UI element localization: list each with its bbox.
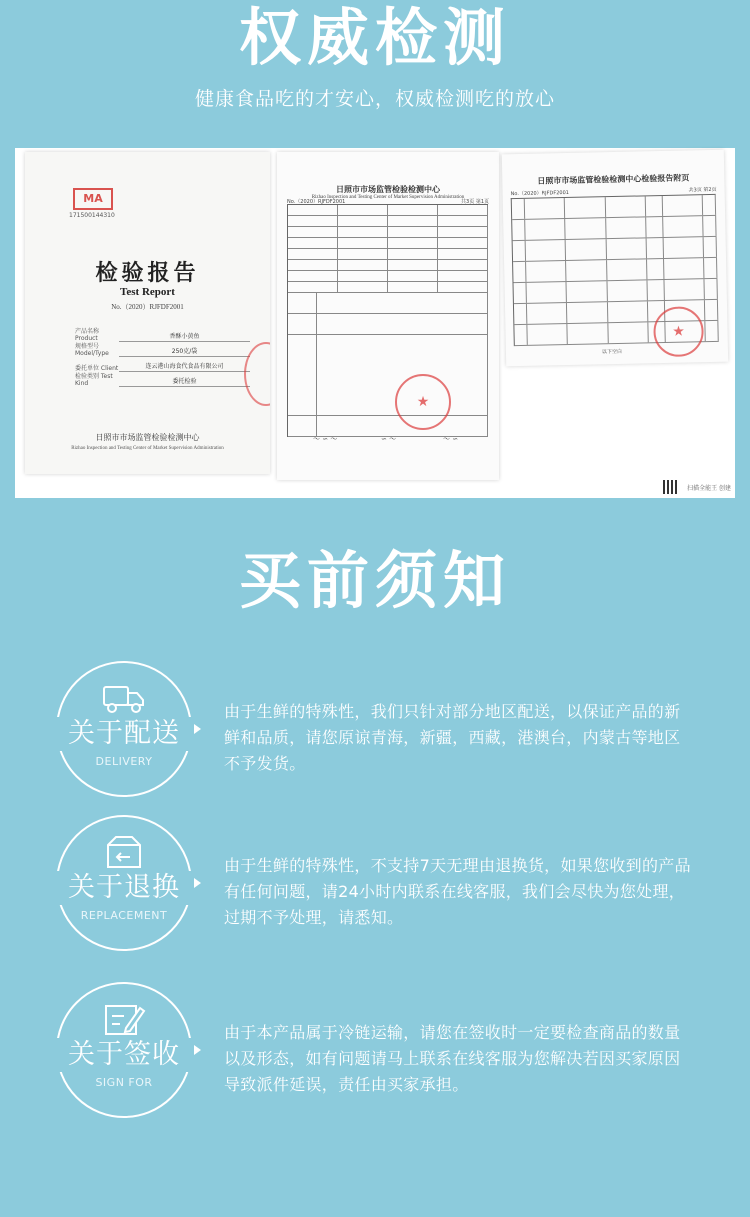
field-label: 检验类别 Test Kind — [75, 373, 113, 387]
report-title: 检验报告 — [95, 260, 200, 286]
field-value: 连云港山海食代食品有限公司 — [119, 363, 250, 372]
notice-title: 关于签收 — [40, 1038, 208, 1072]
arrow-right-icon — [194, 1045, 201, 1055]
report-table — [287, 204, 488, 437]
notice-subtitle: DELIVERY — [95, 755, 153, 768]
notice-badge — [56, 661, 192, 797]
report-detail-page — [277, 152, 499, 480]
arrow-right-icon — [194, 878, 201, 888]
notice-sign-for — [56, 982, 696, 1122]
field-label: 产品名称 Product — [75, 328, 100, 342]
notice-badge — [56, 815, 192, 951]
notice-subtitle: SIGN FOR — [95, 1076, 153, 1089]
page-heading: 日照市市场监管检验检测中心 — [336, 185, 440, 194]
field-value: 委托检验 — [119, 378, 250, 387]
report-field — [75, 357, 250, 372]
signature-icon: ～ ∽ ～ — [313, 435, 338, 443]
qr-code-icon — [663, 480, 677, 494]
report-cover-page — [25, 152, 270, 474]
field-value: 香酥小黄鱼 — [119, 333, 250, 342]
truck-icon — [102, 681, 146, 715]
report-field — [75, 372, 250, 387]
notice-replacement — [56, 815, 696, 955]
page-number-code: No.（2020）RJFDF2001 — [510, 189, 570, 198]
section-subtitle-inspection: 健康食品吃的才安心，权威检测吃的放心 — [194, 88, 555, 110]
report-appendix-page — [502, 150, 728, 367]
notice-delivery — [56, 661, 696, 801]
seal-stamp-icon: ★ — [653, 306, 704, 357]
cma-logo: MA — [73, 188, 113, 210]
field-label: 委托单位 Client — [75, 365, 119, 372]
page-count: 共3页 第1页 — [461, 199, 489, 205]
page-heading-en: Rizhao Inspection and Testing Center of Market Supervision Administration — [311, 195, 465, 200]
page-number-code: No.（2020）RJFDF2001 — [287, 199, 346, 205]
signature-icon: ～ ∽ — [443, 435, 459, 443]
report-field — [75, 327, 250, 342]
scanner-caption: 扫描全能王 创建 — [687, 485, 731, 492]
report-issuer: 日照市市场监管检验检测中心 — [95, 433, 200, 442]
inspection-report-panel — [15, 148, 735, 498]
notice-text: 由于本产品属于冷链运输，请您在签收时一定要检查商品的数量以及形态，如有问题请马上联系在线客服为您解决若因买家原因导致派件延误，责任由买家承担。 — [224, 1023, 681, 1094]
arrow-right-icon — [194, 724, 201, 734]
seal-stamp-icon: ★ — [395, 374, 451, 430]
blank-note: 以下空白 — [601, 348, 623, 356]
cma-number: 171500144310 — [69, 212, 115, 219]
notice-text: 由于生鲜的特殊性，不支持7天无理由退换货，如果您收到的产品有任何问题，请24小时内联系在线客服，我们会尽快为您处理，过期不予处理，请悉知。 — [224, 856, 691, 927]
field-label: 规格型号 Model/Type — [75, 343, 109, 357]
report-issuer-en: Rizhao Inspection and Testing Center of Market Supervision Administration — [71, 446, 224, 451]
page-heading: 日照市市场监管检验检测中心检验报告附页 — [537, 173, 690, 186]
section-title-notice: 买前须知 — [238, 544, 511, 617]
page-count: 共3页 第2页 — [688, 186, 717, 194]
notice-title: 关于配送 — [40, 717, 208, 751]
report-number: No.（2020）RJFDF2001 — [111, 303, 184, 311]
notice-subtitle: REPLACEMENT — [80, 909, 168, 922]
field-value: 250克/袋 — [119, 348, 250, 357]
section-title-inspection: 权威检测 — [238, 1, 511, 74]
notice-text: 由于生鲜的特殊性，我们只针对部分地区配送，以保证产品的新鲜和品质，请您原谅青海，新疆，西藏，港澳台，内蒙古等地区不予发货。 — [224, 702, 681, 773]
sign-pen-icon — [102, 1002, 146, 1036]
report-fields — [75, 327, 250, 387]
return-box-icon — [102, 835, 146, 869]
notice-badge — [56, 982, 192, 1118]
signature-icon: ∽ ～ — [381, 435, 397, 443]
report-field — [75, 342, 250, 357]
report-title-en: Test Report — [120, 286, 175, 298]
notice-title: 关于退换 — [40, 871, 208, 905]
